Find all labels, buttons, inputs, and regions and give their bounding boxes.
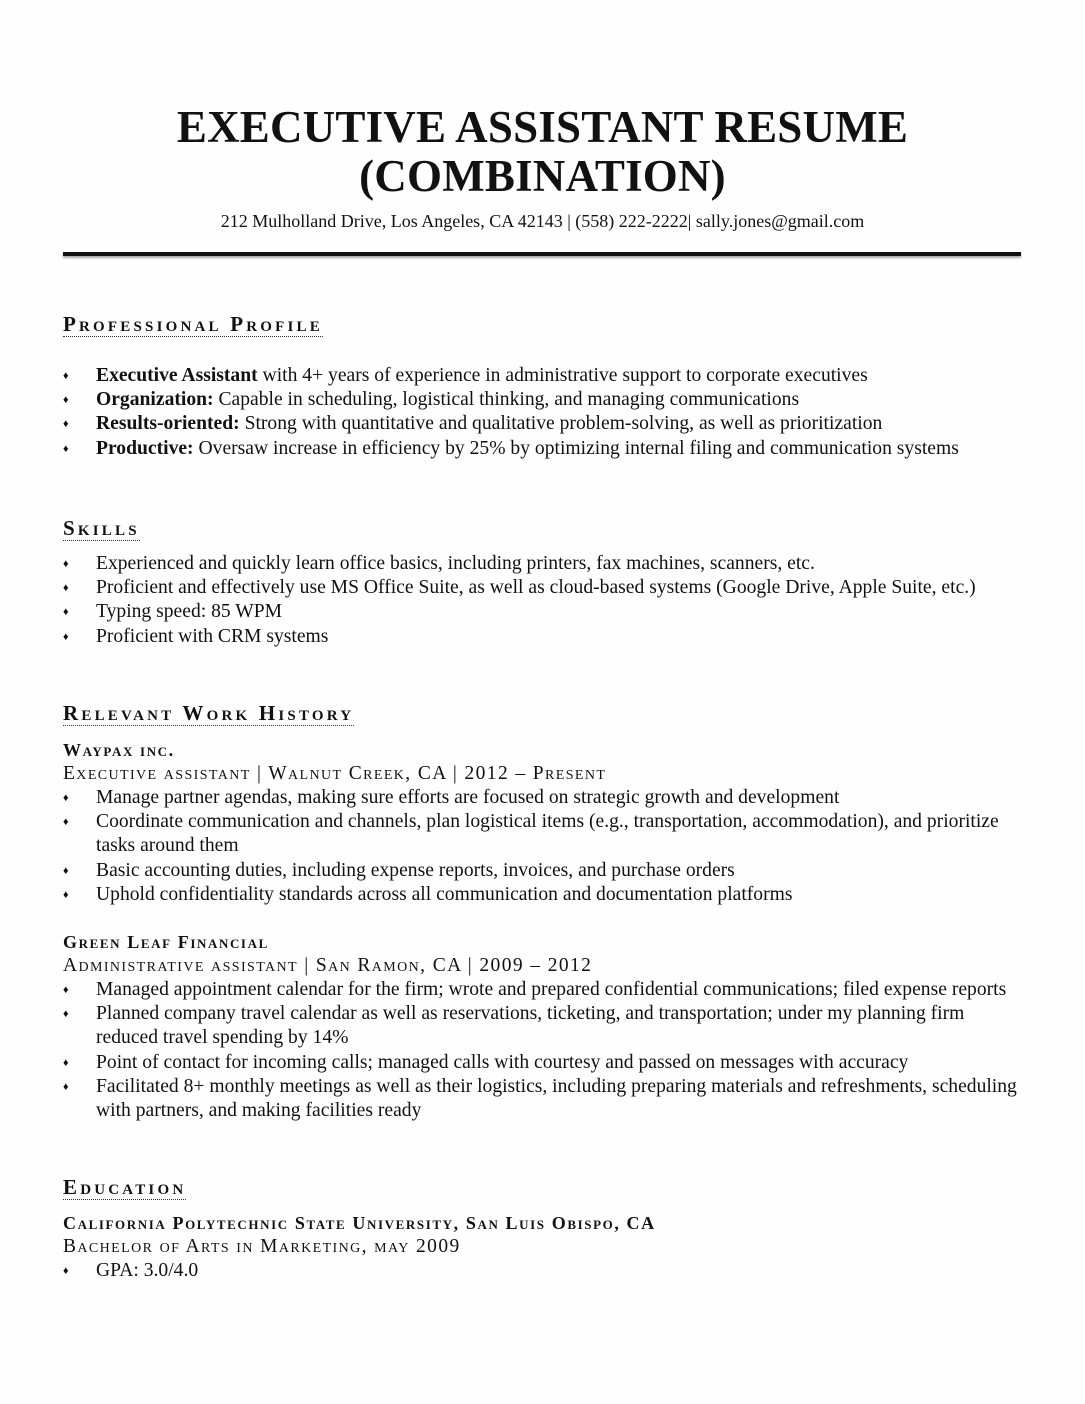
list-item — [63, 412, 1023, 436]
contact-info: 212 Mulholland Drive, Los Angeles, CA 42143 | (558) 222-2222| sally.jones@gmail.com — [220, 211, 865, 231]
duty-text: Point of contact for incoming calls; managed calls with courtesy and passed on messages with accuracy — [96, 1051, 909, 1073]
header-divider — [63, 252, 1021, 256]
bullet-icon: ♦ — [63, 816, 69, 829]
bullet-icon: ♦ — [63, 1265, 69, 1277]
duty-text: Manage partner agendas, making sure efforts are focused on strategic growth and development — [96, 787, 840, 808]
section-heading-education: Education — [63, 1175, 187, 1199]
bullet-icon: ♦ — [63, 1008, 69, 1021]
job-duties-list — [63, 786, 1023, 907]
bullet-icon: ♦ — [63, 984, 69, 996]
job-duties-list — [63, 978, 1023, 1123]
bullet-icon: ♦ — [63, 442, 69, 455]
skill-text: Experienced and quickly learn office basics, including printers, fax machines, scanners, etc. — [96, 553, 815, 574]
profile-text: Capable in scheduling, logistical thinking, and managing communications — [213, 389, 800, 411]
duty-text: Coordinate communication and channels, plan logistical items (e.g., transportation, accommodation), and prioritize tasks around them — [96, 811, 999, 857]
company-name: Waypax inc. — [63, 740, 175, 760]
bullet-icon: ♦ — [63, 864, 69, 877]
profile-text: Strong with quantitative and qualitative problem-solving, as well as prioritization — [239, 413, 883, 435]
bullet-icon: ♦ — [63, 418, 69, 431]
section-heading-skills: Skills — [63, 516, 140, 540]
list-item — [63, 978, 1023, 1002]
list-item — [63, 552, 1023, 576]
bullet-icon: ♦ — [63, 1056, 69, 1069]
resume-title-line2: (COMBINATION) — [359, 151, 726, 201]
resume-title-line1: EXECUTIVE ASSISTANT RESUME — [176, 102, 909, 152]
company-name: Green Leaf Financial — [63, 932, 269, 952]
school-name: California Polytechnic State University, San Luis Obispo, CA — [63, 1213, 656, 1233]
profile-lead: Productive: — [96, 437, 194, 459]
list-item — [63, 625, 1023, 649]
duty-text: Basic accounting duties, including expense reports, invoices, and purchase orders — [96, 859, 735, 881]
bullet-icon: ♦ — [63, 582, 69, 595]
education-list — [63, 1259, 1023, 1283]
list-item — [63, 388, 1023, 412]
bullet-icon: ♦ — [63, 394, 69, 407]
list-item — [63, 1259, 1023, 1283]
duty-text: Managed appointment calendar for the firm; wrote and prepared confidential communications; filed expense reports — [96, 979, 1007, 1000]
bullet-icon: ♦ — [63, 888, 69, 901]
bullet-icon: ♦ — [63, 792, 69, 804]
list-item — [63, 364, 1023, 388]
profile-text: Oversaw increase in efficiency by 25% by optimizing internal filing and communication systems — [193, 437, 959, 459]
list-item — [63, 576, 1023, 600]
skill-text: Proficient and effectively use MS Office Suite, as well as cloud-based systems (Google Drive, Apple Suite, etc.) — [96, 577, 976, 599]
job-role: Administrative assistant | San Ramon, CA | 2009 – 2012 — [63, 955, 593, 976]
list-item — [63, 883, 1023, 907]
bullet-icon: ♦ — [63, 1080, 69, 1093]
profile-text: with 4+ years of experience in administrative support to corporate executives — [257, 365, 868, 386]
profile-lead: Executive Assistant — [96, 365, 258, 386]
duty-text: Uphold confidentiality standards across all communication and documentation platforms — [96, 883, 793, 905]
list-item — [63, 810, 1023, 858]
bullet-icon: ♦ — [63, 370, 69, 382]
bullet-icon: ♦ — [63, 606, 69, 619]
list-item — [63, 859, 1023, 883]
bullet-icon: ♦ — [63, 630, 69, 643]
section-heading-profile: Professional Profile — [63, 312, 323, 336]
profile-lead: Organization: — [96, 389, 214, 411]
skill-text: Typing speed: 85 WPM — [96, 601, 283, 623]
list-item — [63, 1075, 1023, 1123]
duty-text: Facilitated 8+ monthly meetings as well as their logistics, including preparing materials and refreshments, scheduling with partners, and making facilities ready — [96, 1075, 1017, 1122]
list-item — [63, 786, 1023, 810]
gpa-text: GPA: 3.0/4.0 — [96, 1260, 199, 1281]
job-role: Executive assistant | Walnut Creek, CA | 2012 – Present — [63, 763, 607, 784]
profile-lead: Results-oriented: — [96, 413, 240, 435]
skills-list — [63, 552, 1023, 649]
duty-text: Planned company travel calendar as well as reservations, ticketing, and transportation; under my planning firm reduced travel spending by 14% — [96, 1003, 965, 1049]
list-item — [63, 1002, 1023, 1050]
bullet-icon: ♦ — [63, 558, 69, 570]
skill-text: Proficient with CRM systems — [96, 625, 329, 647]
section-heading-work: Relevant Work History — [63, 701, 355, 725]
list-item — [63, 437, 996, 461]
list-item — [63, 1051, 1023, 1075]
list-item — [63, 600, 1023, 624]
profile-list — [63, 364, 1023, 461]
degree: Bachelor of Arts in Marketing, may 2009 — [63, 1236, 461, 1257]
